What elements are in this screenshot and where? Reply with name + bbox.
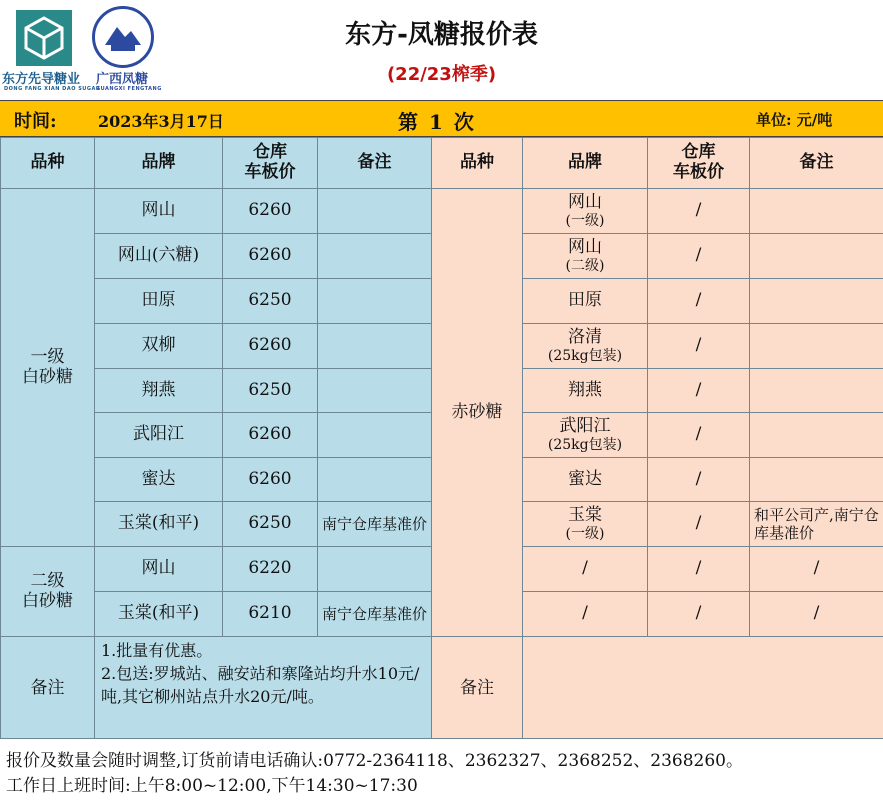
price-cell: 6210 bbox=[223, 592, 318, 637]
brand-cell bbox=[523, 369, 648, 413]
col-brand-left: 品牌 bbox=[95, 138, 223, 189]
footer-contact: 报价及数量会随时调整,订货前请电话确认:0772-2364118、2362327、2368252、2368260。 bbox=[6, 751, 743, 771]
logo-right-en: GUANGXI FENGTANG bbox=[96, 86, 162, 92]
brand-sub: (一级) bbox=[565, 212, 605, 229]
grade2-line1: 二级 bbox=[30, 570, 65, 591]
price-cell: / bbox=[648, 279, 750, 324]
note-cell bbox=[750, 369, 883, 413]
col-variety-left: 品种 bbox=[1, 138, 95, 189]
table-header-row bbox=[1, 138, 883, 189]
note-cell: 南宁仓库基准价 bbox=[318, 502, 432, 547]
col-price-line1: 仓库 bbox=[681, 142, 716, 163]
brand-name: 蜜达 bbox=[568, 468, 602, 489]
remarks-row bbox=[1, 637, 883, 742]
brand-cell: 网山 bbox=[95, 189, 223, 234]
price-cell: 6260 bbox=[223, 234, 318, 279]
grade2-line2: 白砂糖 bbox=[22, 590, 73, 611]
price-cell: / bbox=[648, 369, 750, 413]
note-cell bbox=[750, 458, 883, 502]
brand-name: 翔燕 bbox=[568, 379, 602, 400]
brand-sub: (二级) bbox=[565, 257, 605, 274]
brand-cell bbox=[523, 189, 648, 234]
logo-left-en: DONG FANG XIAN DAO SUGAR bbox=[4, 86, 101, 92]
price-cell: 6220 bbox=[223, 547, 318, 592]
col-price-line2: 车板价 bbox=[673, 162, 724, 182]
col-note-right: 备注 bbox=[750, 138, 883, 189]
price-cell: 6250 bbox=[223, 502, 318, 547]
footer-hours: 工作日上班时间:上午8:00~12:00,下午14:30~17:30 bbox=[6, 775, 418, 796]
remarks-label: 备注 bbox=[1, 637, 95, 742]
price-cell: 6260 bbox=[223, 189, 318, 234]
brand-cell bbox=[523, 413, 648, 458]
brand-cell: 网山(六糖) bbox=[95, 234, 223, 279]
note-cell: / bbox=[750, 592, 883, 637]
note-cell bbox=[750, 189, 883, 234]
remarks-text bbox=[95, 637, 432, 742]
price-cell: / bbox=[648, 189, 750, 234]
brand-sub: (一级) bbox=[565, 525, 605, 542]
logo-right-cn: 广西凤糖 bbox=[96, 72, 149, 87]
brand-name: 网山 bbox=[568, 192, 602, 213]
price-cell: / bbox=[648, 502, 750, 547]
page-title: 东方-凤糖报价表 bbox=[345, 20, 538, 50]
price-cell: / bbox=[648, 413, 750, 458]
brand-cell: / bbox=[523, 592, 648, 637]
brand-name: 武阳江 bbox=[559, 416, 611, 437]
price-cell: 6250 bbox=[223, 279, 318, 324]
brand-sub: (25kg包装) bbox=[547, 347, 623, 364]
brand-cell: 田原 bbox=[95, 279, 223, 324]
note-cell bbox=[750, 279, 883, 324]
note-cell bbox=[318, 279, 432, 324]
time-value: 2023年3月17日 bbox=[98, 112, 224, 131]
remarks-label-right: 备注 bbox=[432, 637, 523, 742]
note-cell bbox=[750, 234, 883, 279]
note-cell bbox=[318, 547, 432, 592]
col-price-line2: 车板价 bbox=[244, 162, 296, 182]
price-table bbox=[0, 137, 883, 742]
note-cell: 南宁仓库基准价 bbox=[318, 592, 432, 637]
remark-line-2: 2.包送:罗城站、融安站和寨隆站均升水10元/吨,其它柳州站点升水20元/吨。 bbox=[101, 664, 420, 707]
grade1-line1: 一级 bbox=[30, 346, 65, 367]
brand-cell bbox=[523, 324, 648, 369]
brand-sub: (25kg包装) bbox=[547, 436, 623, 453]
info-bar bbox=[0, 100, 883, 137]
note-cell bbox=[318, 458, 432, 502]
brand-cell: 蜜达 bbox=[95, 458, 223, 502]
header bbox=[0, 0, 883, 100]
col-price-right bbox=[648, 138, 750, 189]
brand-cell bbox=[523, 279, 648, 324]
brand-name: 洛清 bbox=[568, 327, 602, 348]
season-subtitle: (22/23榨季) bbox=[386, 64, 497, 85]
price-cell: 6250 bbox=[223, 369, 318, 413]
remarks-empty-right bbox=[523, 637, 883, 742]
note-cell bbox=[750, 413, 883, 458]
brown-sugar-variety: 赤砂糖 bbox=[432, 189, 523, 637]
time-label: 时间: bbox=[14, 111, 57, 132]
note-cell bbox=[318, 189, 432, 234]
brand-cell: / bbox=[523, 547, 648, 592]
price-cell: 6260 bbox=[223, 413, 318, 458]
note-cell bbox=[318, 234, 432, 279]
footer bbox=[0, 738, 883, 810]
brand-cell bbox=[523, 502, 648, 547]
price-cell: / bbox=[648, 324, 750, 369]
brand-cell: 玉棠(和平) bbox=[95, 502, 223, 547]
col-brand-right: 品牌 bbox=[523, 138, 648, 189]
price-cell: / bbox=[648, 592, 750, 637]
grade1-variety bbox=[1, 189, 95, 547]
note-cell: / bbox=[750, 547, 883, 592]
note-cell bbox=[750, 324, 883, 369]
note-cell: 和平公司产,南宁仓库基准价 bbox=[750, 502, 883, 547]
brand-cell: 玉棠(和平) bbox=[95, 592, 223, 637]
brand-cell: 双柳 bbox=[95, 324, 223, 369]
brand-cell bbox=[523, 234, 648, 279]
brand-cell: 网山 bbox=[95, 547, 223, 592]
col-variety-right: 品种 bbox=[432, 138, 523, 189]
note-cell bbox=[318, 369, 432, 413]
col-price-left bbox=[223, 138, 318, 189]
brand-name: 玉棠 bbox=[568, 505, 602, 526]
unit-label: 单位: 元/吨 bbox=[756, 111, 833, 129]
brand-name: 网山 bbox=[568, 237, 602, 258]
quote-count: 第 1 次 bbox=[398, 110, 476, 134]
logo-left-cn: 东方先导糖业 bbox=[2, 72, 81, 87]
price-cell: 6260 bbox=[223, 324, 318, 369]
remark-line-1: 1.批量有优惠。 bbox=[101, 641, 213, 660]
note-cell bbox=[318, 413, 432, 458]
grade1-line2: 白砂糖 bbox=[22, 366, 73, 387]
brand-cell: 武阳江 bbox=[95, 413, 223, 458]
table-row bbox=[1, 189, 883, 234]
grade2-variety bbox=[1, 547, 95, 637]
brand-cell bbox=[523, 458, 648, 502]
brand-cell: 翔燕 bbox=[95, 369, 223, 413]
brand-name: 田原 bbox=[568, 290, 602, 311]
note-cell bbox=[318, 324, 432, 369]
price-cell: / bbox=[648, 458, 750, 502]
col-price-line1: 仓库 bbox=[253, 142, 287, 163]
col-note-left: 备注 bbox=[318, 138, 432, 189]
price-cell: / bbox=[648, 547, 750, 592]
price-cell: 6260 bbox=[223, 458, 318, 502]
price-cell: / bbox=[648, 234, 750, 279]
